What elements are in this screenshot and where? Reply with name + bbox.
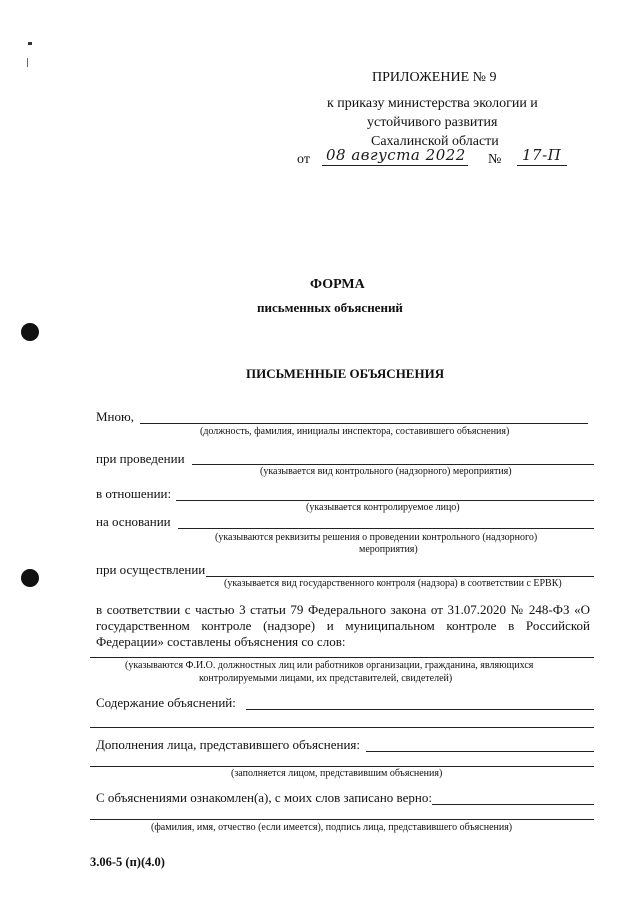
conduct-caption: (указывается вид контрольного (надзорного) мероприятия) [260, 466, 512, 477]
exercise-label: при осуществлении [96, 562, 206, 577]
order-reference-line1: к приказу министерства экологии и [327, 96, 538, 111]
conduct-label: при проведении [96, 451, 185, 466]
form-title: ФОРМА [310, 277, 365, 292]
form-subtitle: письменных объяснений [257, 300, 403, 315]
me-input-line[interactable] [140, 423, 588, 424]
basis-label: на основании [96, 514, 171, 529]
number-prefix: № [488, 152, 502, 167]
acquainted-input-line2[interactable] [90, 819, 594, 820]
paragraph-line2: государственном контроле (надзоре) и муниципальном контроле в Российской [96, 618, 590, 633]
handwritten-date: 08 августа 2022 [326, 146, 466, 164]
content-input-line1[interactable] [246, 709, 594, 710]
number-underline [517, 165, 567, 166]
me-label: Мною, [96, 409, 134, 424]
basis-input-line[interactable] [178, 528, 594, 529]
persons-caption-line2: контролируемыми лицами, их представителей, свидетелей) [199, 673, 453, 684]
form-code: 3.06-5 (п)(4.0) [90, 855, 165, 869]
acquainted-caption: (фамилия, имя, отчество (если имеется), подпись лица, представившего объяснения) [151, 822, 513, 833]
basis-caption-line1: (указываются реквизиты решения о проведении контрольного (надзорного) [215, 532, 538, 543]
date-underline [322, 165, 468, 166]
persons-input-line[interactable] [90, 657, 594, 658]
additions-caption: (заполняется лицом, представившим объяснения) [231, 768, 443, 779]
margin-mark [28, 42, 32, 45]
paragraph-line3: Федерации» составлены объяснения со слов: [96, 634, 346, 649]
document-title: ПИСЬМЕННЫЕ ОБЪЯСНЕНИЯ [246, 366, 445, 381]
exercise-caption: (указывается вид государственного контроля (надзора) в соответствии с ЕРВК) [224, 578, 562, 589]
paragraph-line1: в соответствии с частью 3 статьи 79 Федерального закона от 31.07.2020 № 248-ФЗ «О [96, 602, 590, 617]
content-label: Содержание объяснений: [96, 695, 236, 710]
content-input-line2[interactable] [90, 727, 594, 728]
order-reference-line3: Сахалинской области [371, 134, 499, 149]
punch-hole-bottom [21, 569, 39, 587]
regarding-caption: (указывается контролируемое лицо) [306, 502, 460, 513]
additions-input-line2[interactable] [90, 766, 594, 767]
persons-caption-line1: (указываются Ф.И.О. должностных лиц или работников организации, гражданина, являющихся [125, 660, 534, 671]
exercise-input-line[interactable] [206, 576, 594, 577]
appendix-title: ПРИЛОЖЕНИЕ № 9 [372, 70, 497, 85]
acquainted-input-line1[interactable] [432, 804, 594, 805]
date-prefix: от [297, 152, 310, 167]
margin-mark [27, 58, 31, 67]
handwritten-number: 17-П [522, 146, 562, 164]
me-caption: (должность, фамилия, инициалы инспектора, составившего объяснения) [200, 426, 510, 437]
additions-input-line1[interactable] [366, 751, 594, 752]
regarding-input-line[interactable] [176, 500, 594, 501]
regarding-label: в отношении: [96, 486, 172, 501]
basis-caption-line2: мероприятия) [359, 544, 418, 555]
acquainted-label: С объяснениями ознакомлен(а), с моих слов записано верно: [96, 790, 432, 805]
conduct-input-line[interactable] [192, 464, 594, 465]
additions-label: Дополнения лица, представившего объяснения: [96, 737, 360, 752]
order-reference-line2: устойчивого развития [367, 115, 498, 130]
punch-hole-top [21, 323, 39, 341]
